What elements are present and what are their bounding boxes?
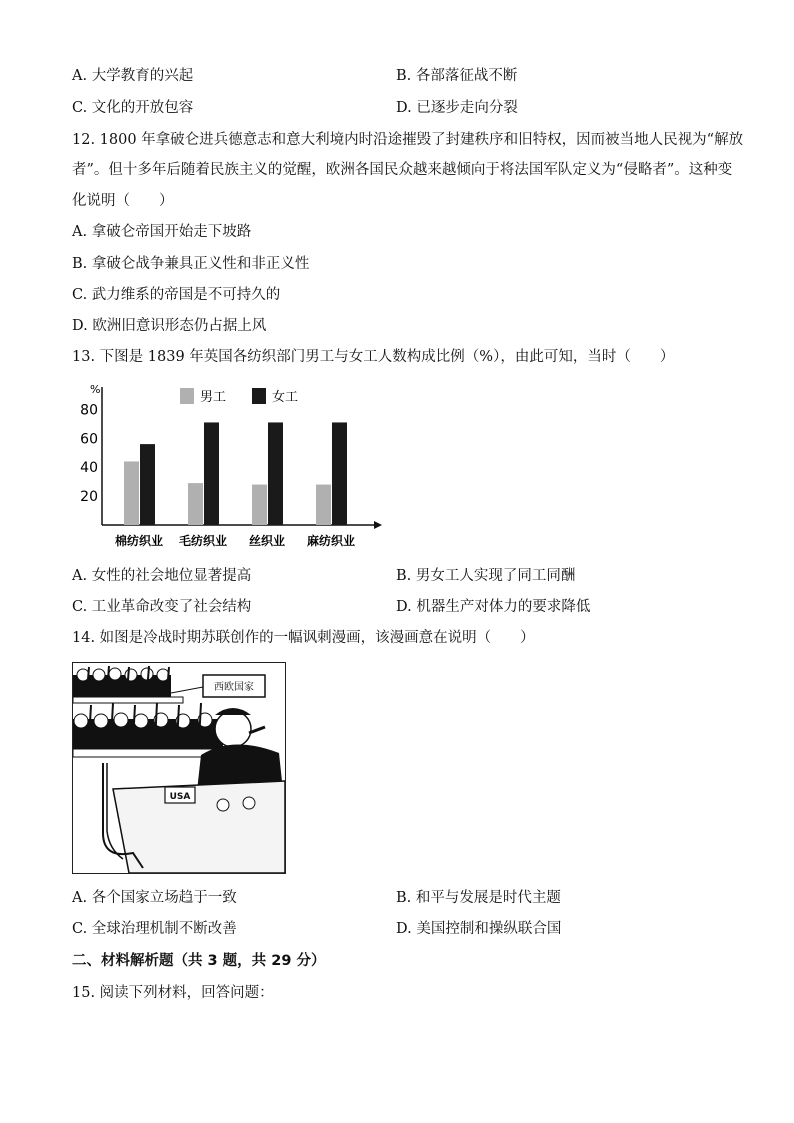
q13-option-b: B. 男女工人实现了同工同酬	[396, 568, 576, 584]
q11-option-d: D. 已逐步走向分裂	[396, 100, 518, 116]
section-title: 二、材料解析题（共 3 题，共 29 分）	[72, 953, 326, 969]
q11-option-a: A. 大学教育的兴起	[72, 68, 194, 84]
y-tick-label: 20	[80, 489, 98, 506]
category-label: 麻纺织业	[306, 534, 356, 548]
q13-option-a: A. 女性的社会地位显著提高	[72, 568, 252, 584]
q13-option-d: D. 机器生产对体力的要求降低	[396, 599, 591, 615]
y-axis-unit: %	[90, 383, 101, 396]
bar	[140, 444, 155, 525]
q12-option-d: D. 欧洲旧意识形态仍占据上风	[72, 318, 267, 334]
cartoon-desk-label: USA	[169, 792, 191, 802]
bar	[188, 483, 203, 525]
q13-stem: 13. 下图是 1839 年英国各纺织部门男工与女工人数构成比例（%），由此可知，当时（ ）	[72, 349, 675, 365]
y-tick-label: 40	[80, 460, 98, 477]
legend-swatch	[252, 388, 266, 404]
q12-stem-line3: 化说明（ ）	[72, 193, 174, 209]
bar	[268, 422, 283, 525]
q12-stem-line2: 者”。但十多年后随着民族主义的觉醒，欧洲各国民众越来越倾向于将法国军队定义为“侵略者”。这种变	[72, 162, 733, 178]
y-tick-label: 60	[80, 431, 98, 448]
q11-option-c: C. 文化的开放包容	[72, 100, 194, 116]
legend-label: 男工	[200, 390, 227, 405]
q14-option-b: B. 和平与发展是时代主题	[396, 890, 561, 906]
bar-chart	[72, 380, 382, 552]
legend-swatch	[180, 388, 194, 404]
category-label: 丝织业	[248, 534, 286, 548]
political-cartoon	[72, 662, 286, 874]
category-label: 毛纺织业	[178, 534, 228, 548]
cartoon-sign-label: 西欧国家	[214, 682, 254, 693]
bar	[252, 485, 267, 525]
q11-option-b: B. 各部落征战不断	[396, 68, 518, 84]
category-label: 棉纺织业	[114, 534, 164, 548]
q15-stem: 15. 阅读下列材料，回答问题：	[72, 985, 274, 1001]
bar	[204, 422, 219, 525]
q13-option-c: C. 工业革命改变了社会结构	[72, 599, 252, 615]
bar	[316, 485, 331, 525]
q12-option-c: C. 武力维系的帝国是不可持久的	[72, 287, 281, 303]
q12-option-a: A. 拿破仑帝国开始走下坡路	[72, 224, 252, 240]
q14-stem: 14. 如图是冷战时期苏联创作的一幅讽刺漫画，该漫画意在说明（ ）	[72, 630, 535, 646]
q14-option-c: C. 全球治理机制不断改善	[72, 921, 237, 937]
q12-stem-line1: 12. 1800 年拿破仑进兵德意志和意大利境内时沿途摧毁了封建秩序和旧特权，因而被当地人民视为“解放	[72, 132, 744, 148]
x-axis-arrow	[374, 521, 382, 529]
q14-option-d: D. 美国控制和操纵联合国	[396, 921, 562, 937]
q14-option-a: A. 各个国家立场趋于一致	[72, 890, 237, 906]
y-tick-label: 80	[80, 402, 98, 419]
bar	[332, 422, 347, 525]
legend-label: 女工	[272, 390, 299, 405]
q12-option-b: B. 拿破仑战争兼具正义性和非正义性	[72, 256, 310, 272]
bar	[124, 461, 139, 525]
